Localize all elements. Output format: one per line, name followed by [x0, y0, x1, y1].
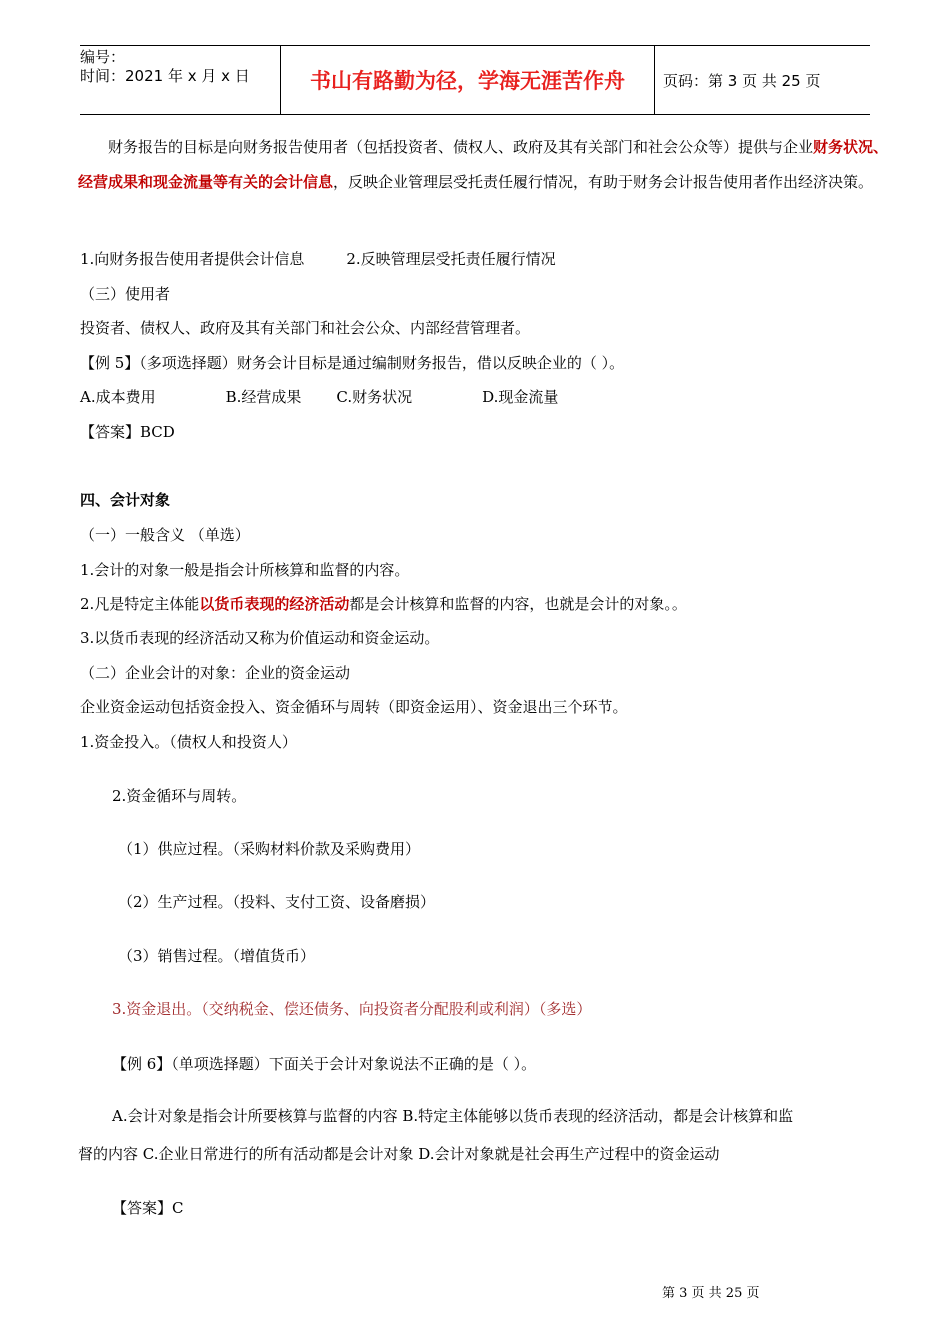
objective-item-1: 1.向财务报告使用者提供会计信息: [80, 250, 305, 268]
section4-p4: 企业资金运动包括资金投入、资金循环与周转（即资金运用）、资金退出三个环节。: [80, 698, 628, 716]
intro-text-1: 财务报告的目标是向财务报告使用者（包括投资者、债权人、政府及其有关部门和社会公众等）提供与企业: [108, 138, 814, 156]
section4-p8: （2）生产过程。（投料、支付工资、设备磨损）: [118, 893, 436, 911]
intro-paragraph: [78, 130, 903, 200]
section4-p2-prefix: 2.凡是特定主体能: [80, 595, 200, 613]
section4-p5: 1.资金投入。（债权人和投资人）: [80, 733, 297, 751]
section4-p2-highlight: 以货币表现的经济活动: [199, 595, 350, 613]
header-meta: [80, 46, 281, 114]
section4-title: 四、会计对象: [80, 491, 171, 509]
document-date: 时间：2021 年 x 月 x 日: [80, 67, 250, 85]
section4-p3: 3.以货币表现的经济活动又称为价值运动和资金运动。: [80, 629, 440, 647]
header-page-info: 页码：第 3 页 共 25 页: [663, 71, 821, 90]
section4-sub1: （一）一般含义 （单选）: [80, 526, 250, 544]
section4-p9: （3）销售过程。（增值货币）: [118, 947, 316, 965]
document-number-label: 编号：: [80, 48, 126, 66]
intro-highlight: 财务状况、经营成果和现金流量等有关的会计信息: [78, 138, 889, 191]
example6-options-line1: A.会计对象是指会计所要核算与监督的内容 B.特定主体能够以货币表现的经济活动，都是会计核算和监: [112, 1107, 794, 1125]
example6-answer: 【答案】C: [112, 1199, 184, 1217]
example5-option-c: C.财务状况: [336, 388, 413, 406]
section4-p2: [80, 593, 687, 614]
example5-option-a: A.成本费用: [80, 388, 156, 406]
section4-sub2: （二）企业会计的对象：企业的资金运动: [80, 664, 351, 682]
users-text: 投资者、债权人、政府及其有关部门和社会公众、内部经营管理者。: [80, 319, 531, 337]
page-footer: 第 3 页 共 25 页: [662, 1286, 760, 1301]
objectives-line: [80, 248, 556, 269]
example6-question: 【例 6】（单项选择题）下面关于会计对象说法不正确的是（ ）。: [112, 1055, 537, 1073]
example5-answer: 【答案】BCD: [80, 423, 175, 441]
section4-p7: （1）供应过程。（采购材料价款及采购费用）: [118, 840, 421, 858]
users-heading: （三）使用者: [80, 285, 171, 303]
header-motto: 书山有路勤为径，学海无涯苦作舟: [281, 46, 655, 114]
section4-p1: 1.会计的对象一般是指会计所核算和监督的内容。: [80, 561, 410, 579]
section4-p10: 3.资金退出。（交纳税金、偿还债务、向投资者分配股利或利润）（多选）: [112, 1000, 592, 1018]
example5-option-b: B.经营成果: [225, 388, 302, 406]
example5-question: 【例 5】（多项选择题）财务会计目标是通过编制财务报告，借以反映企业的（ ）。: [80, 354, 625, 372]
section4-p6: 2.资金循环与周转。: [112, 787, 247, 805]
section4-p2-suffix: 都是会计核算和监督的内容，也就是会计的对象。。: [349, 595, 687, 613]
example6-options-line2: 督的内容 C.企业日常进行的所有活动都是会计对象 D.会计对象就是社会再生产过程中的资金运动: [78, 1145, 720, 1163]
objective-item-2: 2.反映管理层受托责任履行情况: [346, 250, 556, 268]
example5-option-d: D.现金流量: [482, 388, 559, 406]
example5-options: [80, 386, 558, 407]
page-header: [80, 45, 870, 115]
intro-text-2: ，反映企业管理层受托责任履行情况，有助于财务会计报告使用者作出经济决策。: [333, 173, 874, 191]
